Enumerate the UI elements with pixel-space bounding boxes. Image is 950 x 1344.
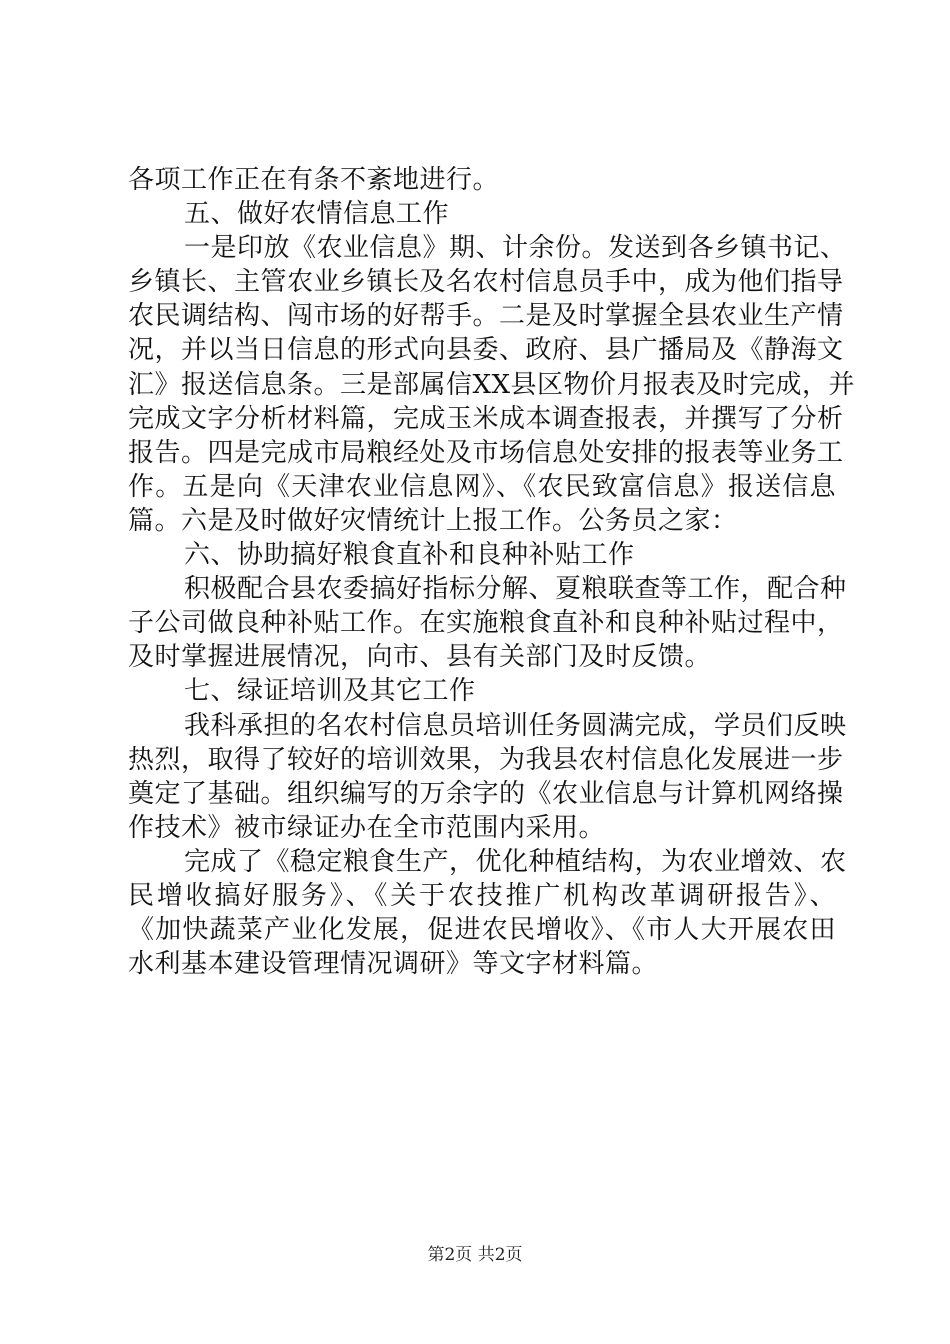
text-line: 及时掌握进展情况，向市、县有关部门及时反馈。 xyxy=(128,642,712,673)
section-heading: 七、绿证培训及其它工作 xyxy=(184,676,476,707)
text-line: 报告。四是完成市局粮经处及市场信息处安排的报表等业务工 xyxy=(128,437,844,468)
text-line: 我科承担的名农村信息员培训任务圆满完成，学员们反映 xyxy=(184,710,847,741)
text-line: 乡镇长、主管农业乡镇长及名农村信息员手中，成为他们指导 xyxy=(128,267,844,298)
text-line: 水利基本建设管理情况调研》等文字材料篇。 xyxy=(128,949,659,980)
text-line: 况，并以当日信息的形式向县委、政府、县广播局及《静海文 xyxy=(128,335,844,366)
document-body xyxy=(128,163,856,981)
text-line: 完成文字分析材料篇，完成玉米成本调查报表，并撰写了分析 xyxy=(128,403,844,434)
text-line: 奠定了基础。组织编写的万余字的《农业信息与计算机网络操 xyxy=(128,778,844,809)
text-line: 农民调结构、闯市场的好帮手。二是及时掌握全县农业生产情 xyxy=(128,301,844,332)
text-line: 篇。六是及时做好灾情统计上报工作。公务员之家： xyxy=(128,505,738,536)
text-line: 《加快蔬菜产业化发展，促进农民增收》、《市人大开展农田 xyxy=(128,915,836,946)
text-line: 作。五是向《天津农业信息网》、《农民致富信息》报送信息 xyxy=(128,471,836,502)
section-heading: 六、协助搞好粮食直补和良种补贴工作 xyxy=(184,540,635,571)
text-line: 各项工作正在有条不紊地进行。 xyxy=(128,165,500,195)
section-heading: 五、做好农情信息工作 xyxy=(184,199,450,230)
text-line: 民增收搞好服务》、《关于农技推广机构改革调研报告》、 xyxy=(128,880,836,911)
text-line: 热烈，取得了较好的培训效果，为我县农村信息化发展进一步 xyxy=(128,744,844,775)
text-line: 完成了《稳定粮食生产，优化种植结构，为农业增效、农 xyxy=(184,846,847,877)
text-line: 汇》报送信息条。三是部属信XX县区物价月报表及时完成，并 xyxy=(128,369,856,400)
page-number-footer: 第2页 共2页 xyxy=(427,1245,523,1265)
text-line: 子公司做良种补贴工作。在实施粮食直补和良种补贴过程中， xyxy=(128,608,844,639)
text-line: 作技术》被市绿证办在全市范围内采用。 xyxy=(128,812,606,843)
text-line: 一是印放《农业信息》期、计余份。发送到各乡镇书记、 xyxy=(184,233,847,264)
text-line: 积极配合县农委搞好指标分解、夏粮联查等工作，配合种 xyxy=(184,574,847,605)
